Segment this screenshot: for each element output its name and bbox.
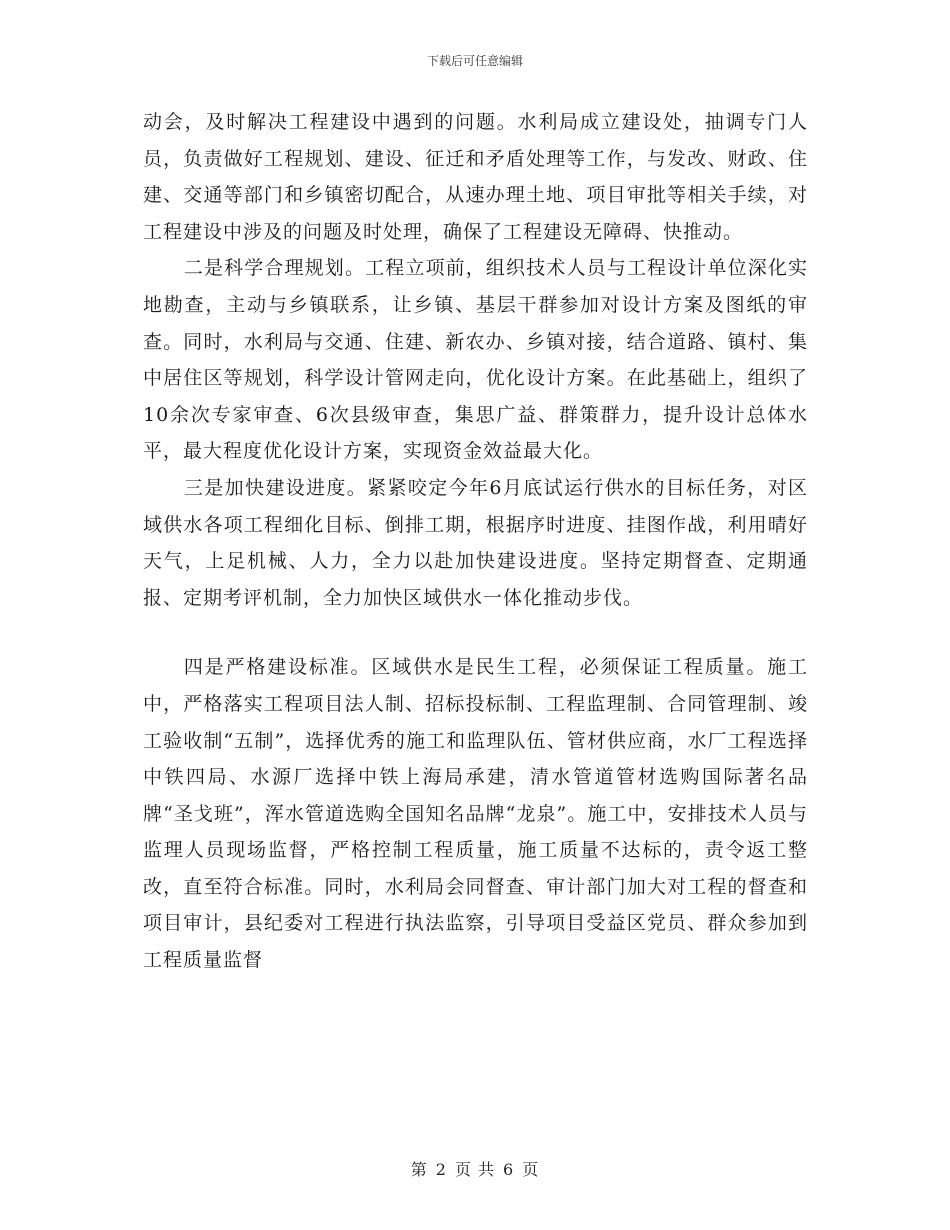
paragraph-continuation: 动会，及时解决工程建设中遇到的问题。水利局成立建设处，抽调专门人员，负责做好工程规划、建设、征迁和矛盾处理等工作，与发改、财政、住建、交通等部门和乡镇密切配合，从速办理土地、项目审批等相关手续，对工程建设中涉及的问题及时处理，确保了工程建设无障碍、快推动。 [143,111,808,243]
document-body [143,104,808,979]
header-note: 下载后可任意编辑 [426,54,523,68]
paragraph-standards: 四是严格建设标准。区域供水是民生工程，必须保证工程质量。施工中，严格落实工程项目法人制、招标投标制、工程监理制、合同管理制、竣工验收制“五制”，选择优秀的施工和监理队伍、管材供应商，水厂工程选择中铁四局、水源厂选择中铁上海局承建，清水管道管材选购国际著名品牌“圣戈班”，浑水管道选购全国知名品牌“龙泉”。施工中，安排技术人员与监理人员现场监督，严格控制工程质量，施工质量不达标的，责令返工整改，直至符合标准。同时，水利局会同督查、审计部门加大对工程的督查和项目审计，县纪委对工程进行执法监察，引导项目受益区党员、群众参加到工程质量监督 [143,656,808,972]
current-page-number: 2 [435,1160,447,1179]
footer-prefix: 第 [410,1160,428,1179]
paragraph-progress: 三是加快建设进度。紧紧咬定今年6月底试运行供水的目标任务，对区域供水各项工程细化目标、倒排工期，根据序时进度、挂图作战，利用晴好天气，上足机械、人力，全力以赴加快建设进度。坚持定期督查、定期通报、定期考评机制，全力加快区域供水一体化推动步伐。 [143,476,808,609]
paragraph-planning: 二是科学合理规划。工程立项前，组织技术人员与工程设计单位深化实地勘查，主动与乡镇联系，让乡镇、基层干群参加对设计方案及图纸的审查。同时，水利局与交通、住建、新农办、乡镇对接，结合道路、镇村、集中居住区等规划，科学设计管网走向，优化设计方案。在此基础上，组织了10余次专家审查、6次县级审查，集思广益、群策群力，提升设计总体水平，最大程度优化设计方案，实现资金效益最大化。 [143,257,808,463]
total-pages-number: 6 [503,1160,515,1179]
page-footer [0,1157,950,1180]
footer-middle: 页 共 [454,1160,496,1179]
footer-suffix: 页 [522,1160,540,1179]
